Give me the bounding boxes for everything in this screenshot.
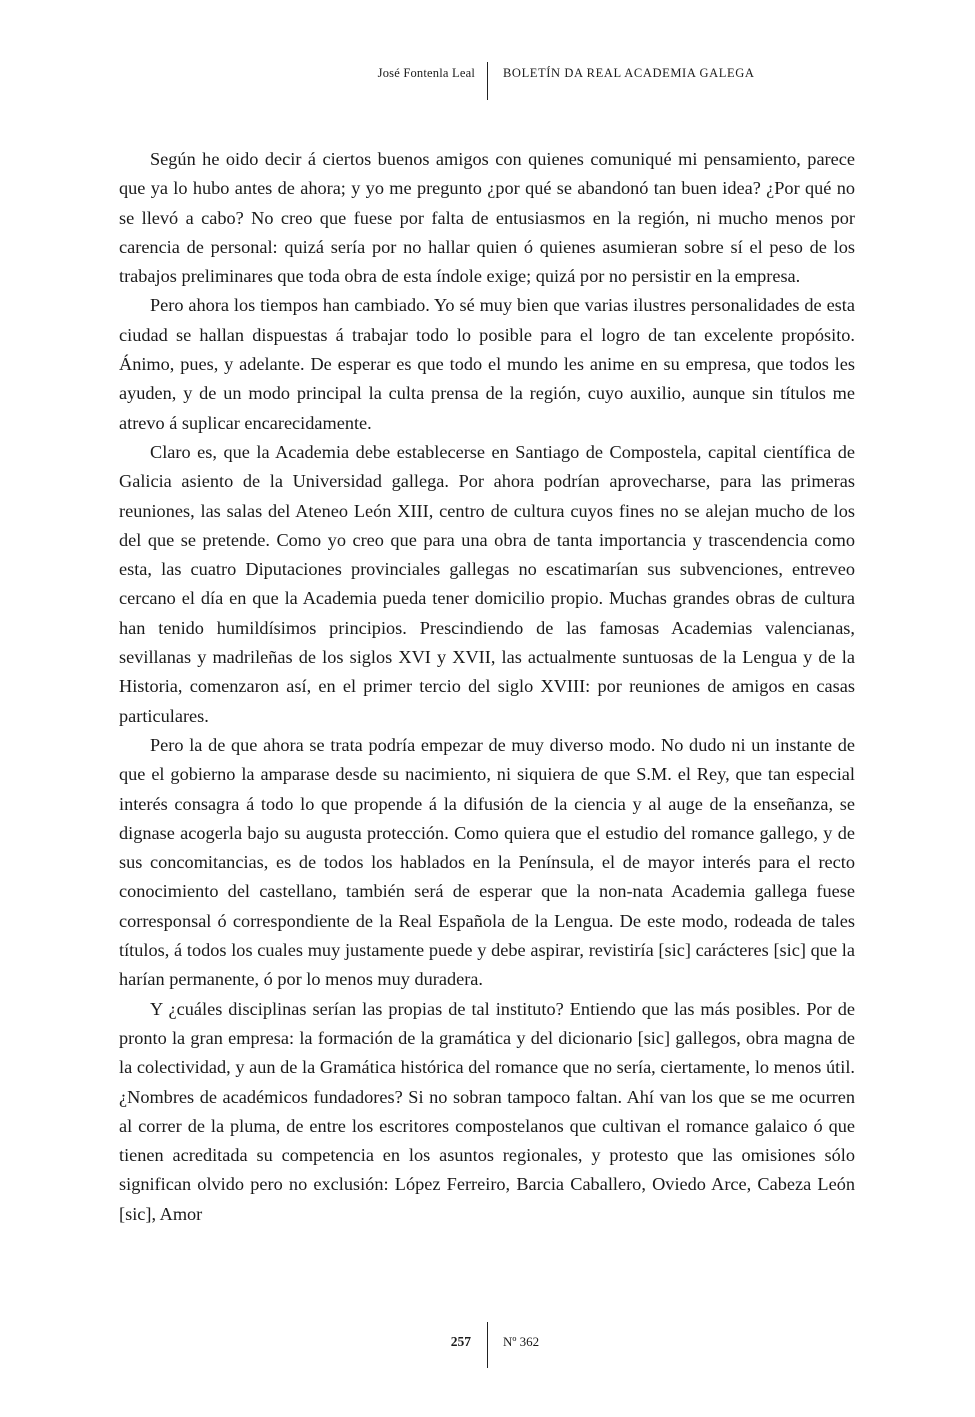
paragraph: Claro es, que la Academia debe establecerse en Santiago de Compostela, capital científica de Galicia asiento de la Universidad gallega. Por ahora podrían aprovecharse, para las primeras reuniones, las salas del Ateneo León XIII, centro de cultura cuyos fines no se alejan mucho de los del que se pretende. Como yo creo que para una obra de tanta importancia y trascendencia como esta, las cuatro Diputaciones provinciales gallegas no escatimarían sus subvenciones, entreveo cercano el día en que la Academia pueda tener domicilio propio. Muchas grandes obras de cultura han tenido humildísimos principios. Prescindiendo de las famosas Academias valencianas, sevillanas y madrileñas de los siglos XVI y XVII, las actualmente suntuosas de la Lengua y de la Historia, comenzaron así, en el primer tercio del siglo XVIII: por reuniones de amigos en casas particulares. — [119, 441, 855, 726]
page-footer — [0, 1322, 975, 1372]
page-number: 257 — [450, 1334, 471, 1349]
running-head-author: José Fontenla Leal — [377, 66, 475, 80]
issue-number: Nº 362 — [503, 1334, 540, 1349]
paragraph: Y ¿cuáles disciplinas serían las propias de tal instituto? Entiendo que las más posibles. Por de pronto la gran empresa: la formación de la gramática y del dicionario [sic] gallegos, obra magna de la colectividad, y aun de la Gramática histórica del romance que no sería, ciertamente, lo menos útil. ¿Nombres de académicos fundadores? Si no sobran tampoco faltan. Ahí van los que se me ocurren al correr de la pluma, de entre los escritores compostelanos que cultivan el romance galaico ó que tienen acreditada su competencia en los asuntos regionales, y protesto que las omisiones sólo significan olvido pero no exclusión: López Ferreiro, Barcia Caballero, Oviedo Arce, Cabeza León [sic], Amor — [119, 998, 855, 1224]
paragraph: Según he oido decir á ciertos buenos amigos con quienes comuniqué mi pensamiento, parece que ya lo hubo antes de ahora; y yo me pregunto ¿por qué se abandonó tan buen idea? ¿Por qué no se llevó a cabo? No creo que fuese por falta de entusiasmos en la región, ni mucho menos por carencia de personal: quizá sería por no hallar quien ó quienes asumieran sobre sí el peso de los trabajos preliminares que toda obra de esta índole exige; quizá por no persistir en la empresa. — [119, 149, 855, 287]
running-head-divider — [487, 62, 488, 100]
body-text — [119, 145, 855, 1229]
paragraph: Pero ahora los tiempos han cambiado. Yo sé muy bien que varias ilustres personalidades de esta ciudad se hallan dispuestas á trabajar todo lo posible para el logro de tan excelente propósito. Ánimo, pues, y adelante. De esperar es que todo el mundo les anime en su empresa, que todos les ayuden, y de un modo principal la culta prensa de la región, cuyo auxilio, aunque sin títulos me atrevo á suplicar encarecidamente. — [119, 295, 855, 433]
running-head — [0, 62, 975, 102]
paragraph: Pero la de que ahora se trata podría empezar de muy diverso modo. No dudo ni un instante de que el gobierno la amparase desde su nacimiento, ni siquiera de que S.M. el Rey, que tan especial interés consagra á todo lo que propende á la difusión de la ciencia y al auge de la enseñanza, se dignase acogerla bajo su augusta protección. Como quiera que el estudio del romance gallego, y de sus concomitancias, es de todos los hablados en la Península, el de mayor interés para el recto conocimiento del castellano, también será de esperar que la non-nata Academia gallega fuese corresponsal ó correspondiente de la Real Española de la Lengua. De este modo, rodeada de tales títulos, á todos los cuales muy justamente puede y debe aspirar, revistiría [sic] carácteres [sic] que la harían permanente, ó por lo menos muy duradera. — [119, 734, 855, 990]
footer-divider — [487, 1322, 488, 1368]
running-head-journal: BOLETÍN DA REAL ACADEMIA GALEGA — [503, 66, 755, 80]
